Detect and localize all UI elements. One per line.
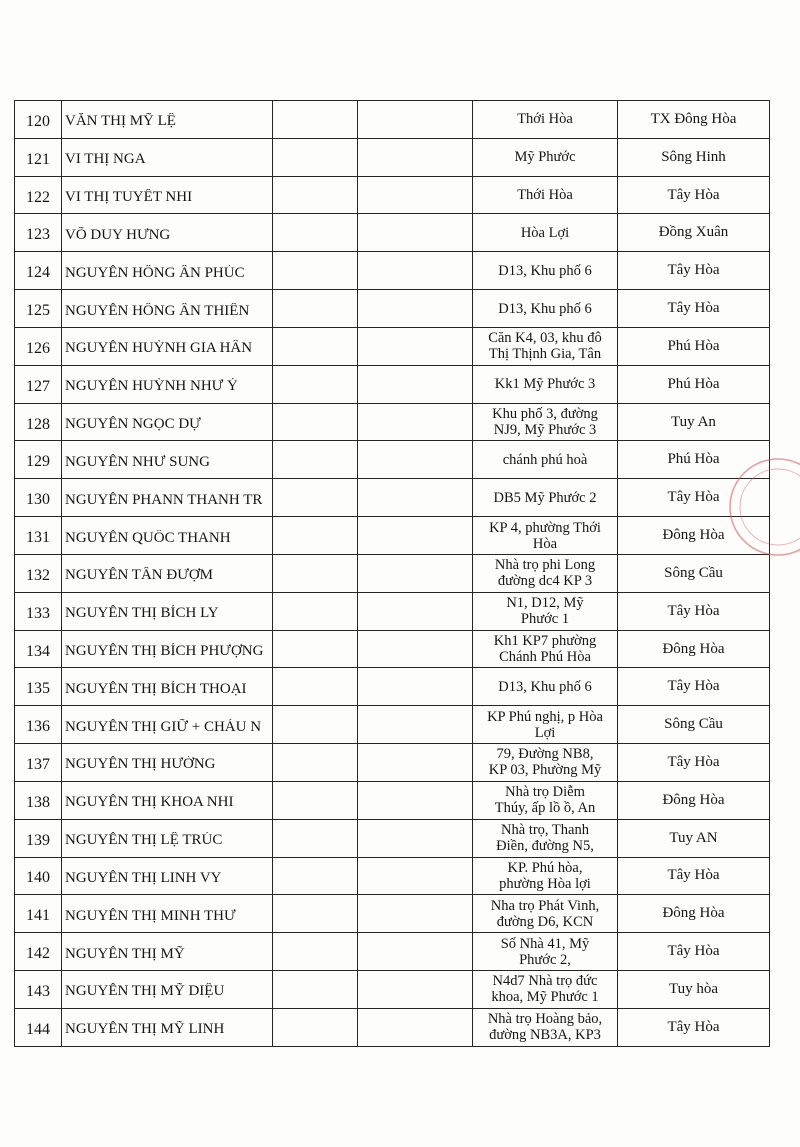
blank-cell bbox=[273, 176, 358, 214]
address-cell bbox=[473, 403, 618, 441]
district: Tây Hòa bbox=[618, 252, 770, 290]
table-row bbox=[15, 138, 770, 176]
blank-cell bbox=[273, 138, 358, 176]
full-name-cell bbox=[62, 706, 273, 744]
table-row bbox=[15, 971, 770, 1009]
blank-cell bbox=[358, 1008, 473, 1046]
full-name: NGUYỄN TẤN ĐƯỢM bbox=[65, 567, 214, 584]
full-name-cell bbox=[62, 138, 273, 176]
district: Sông Hinh bbox=[618, 138, 770, 176]
full-name-cell bbox=[62, 744, 273, 782]
address-cell bbox=[473, 252, 618, 290]
address-cell bbox=[473, 554, 618, 592]
row-number: 142 bbox=[15, 933, 62, 971]
address-line: Mỹ Phước bbox=[514, 149, 576, 166]
blank-cell bbox=[358, 971, 473, 1009]
address-line: D13, Khu phố 6 bbox=[498, 262, 592, 279]
address-line: NJ9, Mỹ Phước 3 bbox=[493, 422, 597, 439]
row-number: 123 bbox=[15, 214, 62, 252]
full-name: VI THỊ NGA bbox=[65, 151, 146, 168]
address-cell bbox=[473, 630, 618, 668]
full-name-cell bbox=[62, 441, 273, 479]
address-cell bbox=[473, 290, 618, 328]
full-name-cell bbox=[62, 290, 273, 328]
blank-cell bbox=[358, 327, 473, 365]
row-number: 138 bbox=[15, 781, 62, 819]
row-number: 120 bbox=[15, 101, 62, 139]
address-line: N1, D12, Mỹ bbox=[506, 595, 584, 612]
full-name: NGUYỄN NHƯ SUNG bbox=[65, 453, 210, 470]
stamp-inner-ring bbox=[740, 469, 800, 545]
table-row bbox=[15, 554, 770, 592]
table-row bbox=[15, 403, 770, 441]
full-name-cell bbox=[62, 176, 273, 214]
blank-cell bbox=[273, 1008, 358, 1046]
table-row bbox=[15, 857, 770, 895]
address-line: N4d7 Nhà trọ đức bbox=[492, 973, 598, 990]
address-line: Lợi bbox=[534, 724, 556, 741]
address-cell bbox=[473, 1008, 618, 1046]
address-cell bbox=[473, 101, 618, 139]
blank-cell bbox=[358, 479, 473, 517]
table-row bbox=[15, 101, 770, 139]
table-row bbox=[15, 630, 770, 668]
address-line: khoa, Mỹ Phước 1 bbox=[491, 989, 599, 1006]
blank-cell bbox=[273, 933, 358, 971]
address-line: Nhà trọ phi Long bbox=[494, 557, 596, 574]
blank-cell bbox=[358, 252, 473, 290]
full-name-cell bbox=[62, 365, 273, 403]
table-row bbox=[15, 327, 770, 365]
blank-cell bbox=[358, 630, 473, 668]
full-name: VI THỊ TUYẾT NHI bbox=[65, 189, 193, 206]
full-name: NGUYỄN THỊ HƯỜNG bbox=[65, 756, 216, 773]
row-number: 134 bbox=[15, 630, 62, 668]
full-name-cell bbox=[62, 971, 273, 1009]
address-cell bbox=[473, 781, 618, 819]
address-line: đường D6, KCN bbox=[496, 913, 594, 930]
table-row bbox=[15, 441, 770, 479]
row-number: 133 bbox=[15, 592, 62, 630]
full-name: NGUYỄN THỊ GIỮ + CHÁU N bbox=[65, 718, 262, 735]
district: Đông Hòa bbox=[618, 630, 770, 668]
blank-cell bbox=[273, 592, 358, 630]
full-name: NGUYỄN THỊ MỸ LINH bbox=[65, 1021, 225, 1038]
row-number: 140 bbox=[15, 857, 62, 895]
blank-cell bbox=[273, 857, 358, 895]
district: TX Đông Hòa bbox=[618, 101, 770, 139]
blank-cell bbox=[273, 554, 358, 592]
district: Tuy An bbox=[618, 403, 770, 441]
blank-cell bbox=[358, 857, 473, 895]
address-cell bbox=[473, 138, 618, 176]
address-cell bbox=[473, 592, 618, 630]
table-row bbox=[15, 479, 770, 517]
full-name-cell bbox=[62, 781, 273, 819]
address-line: Hòa Lợi bbox=[520, 224, 570, 241]
full-name: NGUYỄN THỊ MỸ bbox=[65, 945, 185, 962]
row-number: 141 bbox=[15, 895, 62, 933]
full-name: VÕ DUY HƯNG bbox=[65, 226, 171, 243]
blank-cell bbox=[273, 744, 358, 782]
full-name: NGUYỄN THỊ MINH THƯ bbox=[65, 907, 236, 924]
district: Tây Hòa bbox=[618, 744, 770, 782]
district: Phú Hòa bbox=[618, 441, 770, 479]
row-number: 126 bbox=[15, 327, 62, 365]
address-line: Điền, đường N5, bbox=[496, 838, 594, 855]
residents-table bbox=[14, 100, 770, 1047]
blank-cell bbox=[358, 290, 473, 328]
address-line: Kk1 Mỹ Phước 3 bbox=[494, 376, 596, 393]
blank-cell bbox=[273, 781, 358, 819]
table-row bbox=[15, 176, 770, 214]
address-line: DB5 Mỹ Phước 2 bbox=[493, 489, 597, 506]
address-line: KP 03, Phường Mỹ bbox=[488, 762, 602, 779]
full-name-cell bbox=[62, 1008, 273, 1046]
full-name: NGUYỄN THỊ BÍCH THOẠI bbox=[65, 680, 247, 697]
address-line: Nha trọ Phát Vinh, bbox=[490, 897, 600, 914]
blank-cell bbox=[273, 517, 358, 555]
full-name-cell bbox=[62, 479, 273, 517]
blank-cell bbox=[358, 441, 473, 479]
full-name: NGUYỄN QUỐC THANH bbox=[65, 529, 231, 546]
full-name: NGUYỄN THỊ LỆ TRÚC bbox=[65, 832, 223, 849]
table-row bbox=[15, 290, 770, 328]
row-number: 129 bbox=[15, 441, 62, 479]
row-number: 127 bbox=[15, 365, 62, 403]
full-name: NGUYỄN HỒNG ÂN THIÊN bbox=[65, 302, 250, 319]
blank-cell bbox=[358, 138, 473, 176]
address-line: chánh phú hoà bbox=[502, 451, 588, 468]
blank-cell bbox=[273, 327, 358, 365]
address-line: KP Phú nghị, p Hòa bbox=[487, 708, 603, 725]
full-name-cell bbox=[62, 327, 273, 365]
row-number: 144 bbox=[15, 1008, 62, 1046]
table-row bbox=[15, 781, 770, 819]
address-line: Phước 2, bbox=[519, 951, 571, 968]
address-cell bbox=[473, 327, 618, 365]
address-line: Phước 1 bbox=[520, 611, 570, 628]
blank-cell bbox=[358, 933, 473, 971]
full-name-cell bbox=[62, 101, 273, 139]
blank-cell bbox=[273, 668, 358, 706]
table-row bbox=[15, 592, 770, 630]
district: Phú Hòa bbox=[618, 365, 770, 403]
district: Tây Hòa bbox=[618, 668, 770, 706]
row-number: 121 bbox=[15, 138, 62, 176]
address-line: Nhà trọ Diễm bbox=[505, 784, 585, 801]
full-name-cell bbox=[62, 252, 273, 290]
table-row bbox=[15, 214, 770, 252]
blank-cell bbox=[358, 895, 473, 933]
blank-cell bbox=[273, 290, 358, 328]
row-number: 132 bbox=[15, 554, 62, 592]
blank-cell bbox=[358, 554, 473, 592]
address-line: Số Nhà 41, Mỹ bbox=[500, 935, 590, 952]
district: Đông Hòa bbox=[618, 895, 770, 933]
table-row bbox=[15, 895, 770, 933]
blank-cell bbox=[358, 781, 473, 819]
district: Sông Cầu bbox=[618, 554, 770, 592]
blank-cell bbox=[358, 744, 473, 782]
blank-cell bbox=[358, 365, 473, 403]
blank-cell bbox=[273, 441, 358, 479]
address-cell bbox=[473, 441, 618, 479]
address-line: đường dc4 KP 3 bbox=[497, 573, 593, 590]
blank-cell bbox=[273, 365, 358, 403]
full-name: NGUYỄN THỊ BÍCH LY bbox=[65, 605, 219, 622]
address-cell bbox=[473, 933, 618, 971]
full-name: NGUYỄN THỊ MỸ DIỆU bbox=[65, 983, 225, 1000]
address-line: Nhà trọ Hoàng bảo, bbox=[487, 1011, 603, 1028]
district: Tây Hòa bbox=[618, 479, 770, 517]
blank-cell bbox=[358, 706, 473, 744]
full-name-cell bbox=[62, 517, 273, 555]
table-row bbox=[15, 517, 770, 555]
blank-cell bbox=[273, 214, 358, 252]
full-name-cell bbox=[62, 214, 273, 252]
address-cell bbox=[473, 479, 618, 517]
row-number: 143 bbox=[15, 971, 62, 1009]
table-row bbox=[15, 365, 770, 403]
address-line: Hòa bbox=[532, 535, 558, 552]
address-line: Nhà trọ, Thanh bbox=[501, 822, 589, 839]
address-cell bbox=[473, 706, 618, 744]
blank-cell bbox=[273, 101, 358, 139]
blank-cell bbox=[273, 706, 358, 744]
full-name-cell bbox=[62, 857, 273, 895]
district: Tây Hòa bbox=[618, 1008, 770, 1046]
full-name-cell bbox=[62, 630, 273, 668]
table-row bbox=[15, 744, 770, 782]
address-line: Căn K4, 03, khu đô bbox=[488, 330, 602, 347]
district: Tây Hòa bbox=[618, 933, 770, 971]
row-number: 128 bbox=[15, 403, 62, 441]
blank-cell bbox=[273, 252, 358, 290]
blank-cell bbox=[358, 592, 473, 630]
address-cell bbox=[473, 176, 618, 214]
address-line: D13, Khu phố 6 bbox=[498, 678, 592, 695]
district: Tuy AN bbox=[618, 819, 770, 857]
row-number: 130 bbox=[15, 479, 62, 517]
district: Đồng Xuân bbox=[618, 214, 770, 252]
district: Đông Hòa bbox=[618, 517, 770, 555]
district: Tây Hòa bbox=[618, 290, 770, 328]
address-line: KP. Phú hòa, bbox=[507, 859, 583, 876]
row-number: 125 bbox=[15, 290, 62, 328]
table-row bbox=[15, 668, 770, 706]
full-name-cell bbox=[62, 554, 273, 592]
address-cell bbox=[473, 365, 618, 403]
address-line: Thới Hòa bbox=[517, 187, 573, 204]
full-name-cell bbox=[62, 668, 273, 706]
full-name: NGUYỄN NGỌC DỰ bbox=[65, 416, 201, 433]
blank-cell bbox=[273, 403, 358, 441]
full-name-cell bbox=[62, 895, 273, 933]
district: Tuy hòa bbox=[618, 971, 770, 1009]
address-line: Thị Thịnh Gia, Tân bbox=[488, 346, 602, 363]
full-name-cell bbox=[62, 403, 273, 441]
row-number: 139 bbox=[15, 819, 62, 857]
address-line: Thới Hòa bbox=[517, 111, 573, 128]
full-name: NGUYỄN THỊ BÍCH PHƯỢNG bbox=[65, 643, 264, 659]
district: Tây Hòa bbox=[618, 592, 770, 630]
table-row bbox=[15, 252, 770, 290]
blank-cell bbox=[358, 403, 473, 441]
blank-cell bbox=[358, 101, 473, 139]
row-number: 135 bbox=[15, 668, 62, 706]
full-name: VĂN THỊ MỸ LỆ bbox=[65, 113, 176, 130]
full-name: NGUYỄN PHANN THANH TR bbox=[65, 491, 263, 508]
blank-cell bbox=[358, 214, 473, 252]
row-number: 136 bbox=[15, 706, 62, 744]
address-cell bbox=[473, 744, 618, 782]
full-name-cell bbox=[62, 819, 273, 857]
full-name: NGUYỄN HUỲNH GIA HÂN bbox=[65, 340, 253, 357]
full-name: NGUYỄN HỒNG ÂN PHÚC bbox=[65, 264, 245, 281]
table-row bbox=[15, 819, 770, 857]
full-name: NGUYỄN THỊ LINH VY bbox=[65, 869, 222, 886]
full-name-cell bbox=[62, 592, 273, 630]
address-line: D13, Khu phố 6 bbox=[498, 300, 592, 317]
table-row bbox=[15, 1008, 770, 1046]
table-body bbox=[15, 101, 770, 1047]
district: Tây Hòa bbox=[618, 176, 770, 214]
district: Phú Hòa bbox=[618, 327, 770, 365]
blank-cell bbox=[273, 971, 358, 1009]
address-cell bbox=[473, 971, 618, 1009]
table-row bbox=[15, 933, 770, 971]
full-name-cell bbox=[62, 933, 273, 971]
blank-cell bbox=[358, 176, 473, 214]
blank-cell bbox=[273, 479, 358, 517]
address-cell bbox=[473, 517, 618, 555]
address-cell bbox=[473, 668, 618, 706]
address-cell bbox=[473, 857, 618, 895]
address-line: đường NB3A, KP3 bbox=[489, 1027, 601, 1044]
full-name: NGUYỄN HUỲNH NHƯ Ý bbox=[65, 378, 238, 395]
blank-cell bbox=[273, 819, 358, 857]
full-name: NGUYỄN THỊ KHOA NHI bbox=[65, 794, 234, 811]
blank-cell bbox=[358, 517, 473, 555]
row-number: 137 bbox=[15, 744, 62, 782]
address-line: 79, Đường NB8, bbox=[496, 746, 594, 763]
district: Đông Hòa bbox=[618, 781, 770, 819]
address-line: phường Hòa lợi bbox=[499, 875, 591, 892]
district: Tây Hòa bbox=[618, 857, 770, 895]
address-cell bbox=[473, 819, 618, 857]
row-number: 122 bbox=[15, 176, 62, 214]
address-line: Chánh Phú Hòa bbox=[499, 649, 591, 665]
address-line: Khu phố 3, đường bbox=[492, 406, 598, 423]
red-stamp-icon bbox=[722, 450, 800, 565]
row-number: 124 bbox=[15, 252, 62, 290]
blank-cell bbox=[273, 895, 358, 933]
table-row bbox=[15, 706, 770, 744]
district: Sông Cầu bbox=[618, 706, 770, 744]
address-cell bbox=[473, 895, 618, 933]
blank-cell bbox=[358, 668, 473, 706]
address-line: Thúy, ấp lồ ồ, An bbox=[494, 800, 596, 817]
address-line: Kh1 KP7 phường bbox=[493, 633, 597, 649]
address-line: KP 4, phường Thới bbox=[489, 519, 601, 536]
blank-cell bbox=[358, 819, 473, 857]
address-cell bbox=[473, 214, 618, 252]
row-number: 131 bbox=[15, 517, 62, 555]
blank-cell bbox=[273, 630, 358, 668]
